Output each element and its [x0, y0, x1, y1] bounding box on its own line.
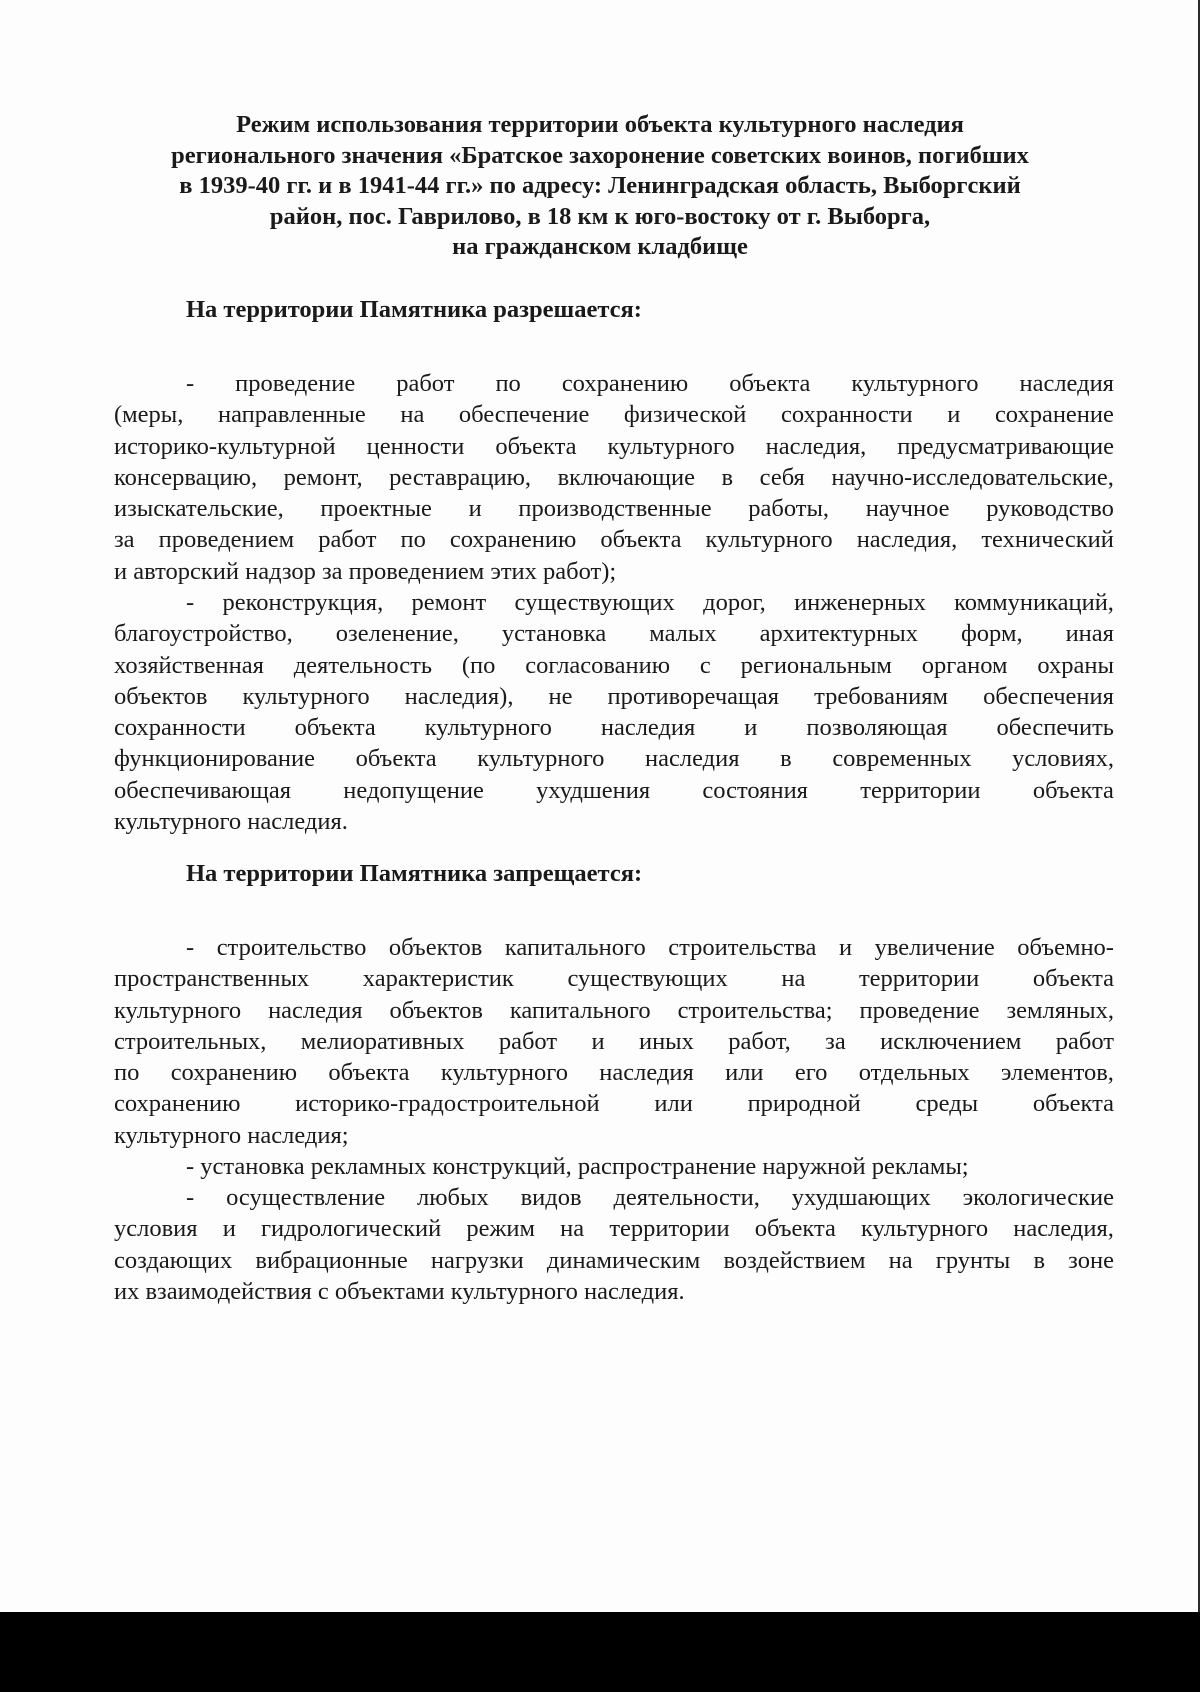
paragraph-line: сохранению историко-градостроительной или природной среды объекта [114, 1090, 1114, 1118]
title-line: в 1939-40 гг. и в 1941-44 гг.» по адресу: Ленинградская область, Выборгский [179, 172, 1021, 199]
document-title [100, 110, 1100, 263]
paragraph-line: их взаимодействия с объектами культурного наследия. [114, 1277, 685, 1305]
paragraph-line: - проведение работ по сохранению объекта культурного наследия [186, 370, 1114, 397]
title-line: регионального значения «Братское захоронение советских воинов, погибших [171, 141, 1029, 169]
forbidden-item-3 [114, 1182, 1114, 1307]
paragraph-line: и авторский надзор за проведением этих работ); [114, 557, 617, 585]
paragraph-line: строительных, мелиоративных работ и иных работ, за исключением работ [114, 1027, 1114, 1055]
paragraph-line: пространственных характеристик существующих на территории объекта [114, 965, 1114, 993]
paragraph-line: условия и гидрологический режим на территории объекта культурного наследия, [114, 1215, 1114, 1243]
paragraph-line: объектов культурного наследия), не противоречащая требованиям обеспечения [114, 682, 1114, 710]
title-line: район, пос. Гаврилово, в 18 км к юго-востоку от г. Выборга, [269, 202, 931, 230]
allowed-section-heading: На территории Памятника разрешается: [186, 296, 642, 323]
paragraph-line: - строительство объектов капитального строительства и увеличение объемно- [186, 934, 1114, 961]
allowed-item-2 [114, 587, 1114, 837]
paragraph-line: по сохранению объекта культурного наследия или его отдельных элементов, [114, 1059, 1114, 1087]
paragraph-line: культурного наследия; [114, 1121, 349, 1149]
allowed-item-1 [114, 368, 1114, 587]
forbidden-section-heading: На территории Памятника запрещается: [186, 860, 643, 887]
paragraph-line: культурного наследия объектов капитального строительства; проведение земляных, [114, 996, 1114, 1024]
forbidden-item-1 [114, 932, 1114, 1151]
title-line: на гражданском кладбище [452, 233, 748, 260]
paragraph-line: - установка рекламных конструкций, распространение наружной рекламы; [186, 1153, 969, 1180]
scan-border [0, 1612, 1200, 1692]
paragraph-line: изыскательские, проектные и производственные работы, научное руководство [114, 495, 1114, 523]
paragraph-line: историко-культурной ценности объекта культурного наследия, предусматривающие [114, 432, 1114, 460]
paragraph-line: (меры, направленные на обеспечение физической сохранности и сохранение [114, 401, 1114, 429]
paragraph-line: создающих вибрационные нагрузки динамическим воздействием на грунты в зоне [114, 1246, 1114, 1274]
paragraph-line: культурного наследия. [114, 808, 348, 836]
forbidden-item-2 [114, 1151, 1114, 1182]
paragraph-line: за проведением работ по сохранению объекта культурного наследия, технический [114, 526, 1114, 554]
paragraph-line: хозяйственная деятельность (по согласованию с региональным органом охраны [114, 651, 1114, 679]
paragraph-line: сохранности объекта культурного наследия и позволяющая обеспечить [114, 714, 1114, 742]
paragraph-line: - осуществление любых видов деятельности, ухудшающих экологические [186, 1184, 1114, 1211]
paragraph-line: функционирование объекта культурного наследия в современных условиях, [114, 745, 1114, 773]
paragraph-line: консервацию, ремонт, реставрацию, включающие в себя научно-исследовательские, [114, 463, 1114, 491]
title-line: Режим использования территории объекта культурного наследия [236, 111, 964, 138]
paragraph-line: обеспечивающая недопущение ухудшения состояния территории объекта [114, 776, 1114, 804]
paragraph-line: - реконструкция, ремонт существующих дорог, инженерных коммуникаций, [186, 589, 1114, 616]
paragraph-line: благоустройство, озеленение, установка малых архитектурных форм, иная [114, 620, 1114, 648]
